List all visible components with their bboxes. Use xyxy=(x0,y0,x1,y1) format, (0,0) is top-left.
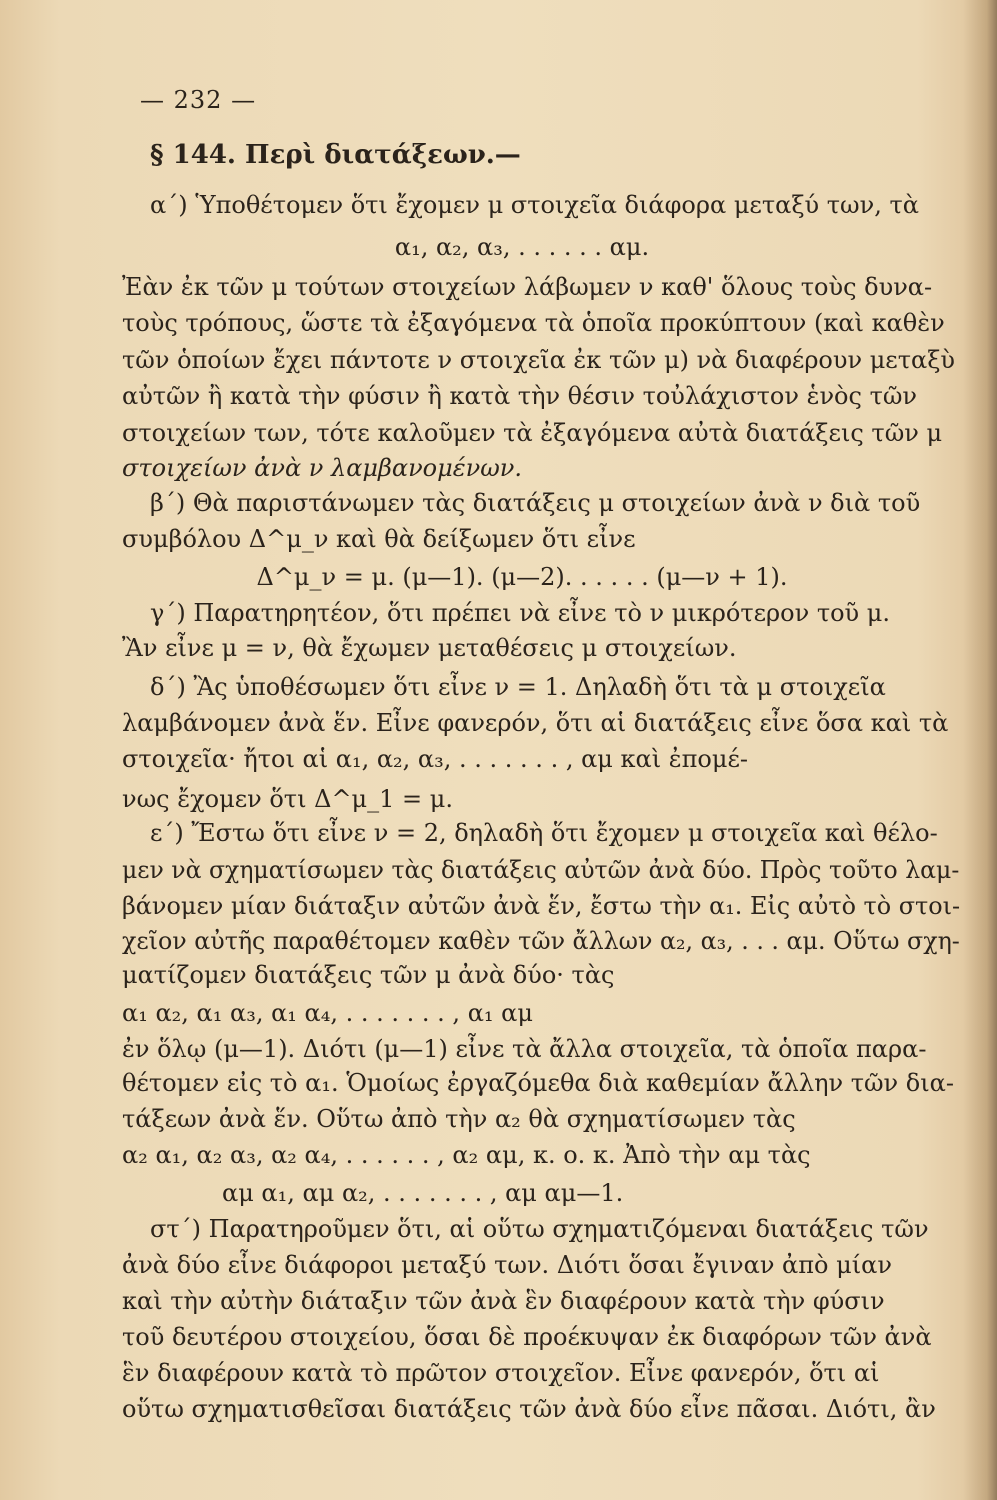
text-line: θέτομεν εἰς τὸ α₁. Ὁμοίως ἐργαζόμεθα διὰ καθεμίαν ἄλλην τῶν δια- xyxy=(122,1069,954,1097)
text-line: ἐν ὅλῳ (μ—1). Διότι (μ—1) εἶνε τὰ ἄλλα στοιχεῖα, τὰ ὁποῖα παρα- xyxy=(122,1035,927,1063)
text-line: γ΄) Παρατηρητέον, ὅτι πρέπει νὰ εἶνε τὸ ν μικρότερον τοῦ μ. xyxy=(150,599,890,627)
text-line: τάξεων ἀνὰ ἕν. Οὕτω ἀπὸ τὴν α₂ θὰ σχηματίσωμεν τὰς xyxy=(122,1105,796,1133)
text-line: α΄) Ὑποθέτομεν ὅτι ἔχομεν μ στοιχεῖα διάφορα μεταξύ των, τὰ xyxy=(150,191,919,219)
text-line: τοὺς τρόπους, ὥστε τὰ ἐξαγόμενα τὰ ὁποῖα προκύπτουν (καὶ καθὲν xyxy=(122,309,945,337)
formula-line: αμ α₁, αμ α₂, . . . . . . . , αμ αμ—1. xyxy=(222,1179,624,1207)
text-line: ματίζομεν διατάξεις τῶν μ ἀνὰ δύο· τὰς xyxy=(122,961,615,989)
text-line: στοιχεῖα· ἤτοι αἱ α₁, α₂, α₃, . . . . . . . , αμ καὶ ἐπομέ- xyxy=(122,745,749,773)
text-line: β΄) Θὰ παριστάνωμεν τὰς διατάξεις μ στοιχείων ἀνὰ ν διὰ τοῦ xyxy=(150,489,921,517)
text-line: μεν νὰ σχηματίσωμεν τὰς διατάξεις αὐτῶν ἀνὰ δύο. Πρὸς τοῦτο λαμ- xyxy=(122,856,960,884)
text-line: τοῦ δευτέρου στοιχείου, ὅσαι δὲ προέκυψαν ἐκ διαφόρων τῶν ἀνὰ xyxy=(122,1323,932,1351)
text-line: καὶ τὴν αὐτὴν διάταξιν τῶν ἀνὰ ἓν διαφέρουν κατὰ τὴν φύσιν xyxy=(122,1287,885,1315)
page-number: — 232 — xyxy=(140,86,257,114)
text-line: ἓν διαφέρουν κατὰ τὸ πρῶτον στοιχεῖον. Εἶνε φανερόν, ὅτι αἱ xyxy=(122,1359,880,1387)
text-line: χεῖον αὐτῆς παραθέτομεν καθὲν τῶν ἄλλων α₂, α₃, . . . αμ. Οὕτω σχη- xyxy=(122,927,960,955)
section-title: § 144. Περὶ διατάξεων.— xyxy=(150,140,521,170)
text-line: ε΄) Ἔστω ὅτι εἶνε ν = 2, δηλαδὴ ὅτι ἔχομεν μ στοιχεῖα καὶ θέλο- xyxy=(150,819,938,847)
formula-line: α₁ α₂, α₁ α₃, α₁ α₄, . . . . . . . , α₁ αμ xyxy=(122,999,533,1027)
page-edge-shadow xyxy=(963,0,997,1500)
formula-line: Δ^μ_ν = μ. (μ—1). (μ—2). . . . . . (μ—ν + 1). xyxy=(256,563,788,591)
text-line: στ΄) Παρατηροῦμεν ὅτι, αἱ οὕτω σχηματιζόμεναι διατάξεις τῶν xyxy=(150,1215,929,1243)
text-line: δ΄) Ἂς ὑποθέσωμεν ὅτι εἶνε ν = 1. Δηλαδὴ ὅτι τὰ μ στοιχεῖα xyxy=(150,673,886,701)
text-line: λαμβάνομεν ἀνὰ ἕν. Εἶνε φανερόν, ὅτι αἱ διατάξεις εἶνε ὅσα καὶ τὰ xyxy=(122,709,949,737)
formula-line: α₂ α₁, α₂ α₃, α₂ α₄, . . . . . . , α₂ αμ, κ. ο. κ. Ἀπὸ τὴν αμ τὰς xyxy=(122,1141,811,1169)
text-line: βάνομεν μίαν διάταξιν αὐτῶν ἀνὰ ἕν, ἔστω τὴν α₁. Εἰς αὐτὸ τὸ στοι- xyxy=(122,892,961,920)
text-line: Ἂν εἶνε μ = ν, θὰ ἔχωμεν μεταθέσεις μ στοιχείων. xyxy=(122,634,737,662)
text-line: τῶν ὁποίων ἔχει πάντοτε ν στοιχεῖα ἐκ τῶν μ) νὰ διαφέρουν μεταξὺ xyxy=(122,346,956,374)
text-line: νως ἔχομεν ὅτι Δ^μ_1 = μ. xyxy=(122,785,454,813)
text-line: στοιχείων ἀνὰ ν λαμβανομένων. xyxy=(122,454,522,482)
text-line: Ἐὰν ἐκ τῶν μ τούτων στοιχείων λάβωμεν ν καθ' ὅλους τοὺς δυνα- xyxy=(122,273,933,301)
text-line: αὐτῶν ἢ κατὰ τὴν φύσιν ἢ κατὰ τὴν θέσιν τοὐλάχιστον ἑνὸς τῶν xyxy=(122,382,918,410)
text-line: ἀνὰ δύο εἶνε διάφοροι μεταξύ των. Διότι ὅσαι ἔγιναν ἀπὸ μίαν xyxy=(122,1251,892,1279)
formula-line: α₁, α₂, α₃, . . . . . . αμ. xyxy=(394,233,650,261)
text-line: συμβόλου Δ^μ_ν καὶ θὰ δείξωμεν ὅτι εἶνε xyxy=(122,525,636,553)
text-line: στοιχείων των, τότε καλοῦμεν τὰ ἐξαγόμενα αὐτὰ διατάξεις τῶν μ xyxy=(122,419,943,447)
text-line: οὕτω σχηματισθεῖσαι διατάξεις τῶν ἀνὰ δύο εἶνε πᾶσαι. Διότι, ἂν xyxy=(122,1395,936,1423)
